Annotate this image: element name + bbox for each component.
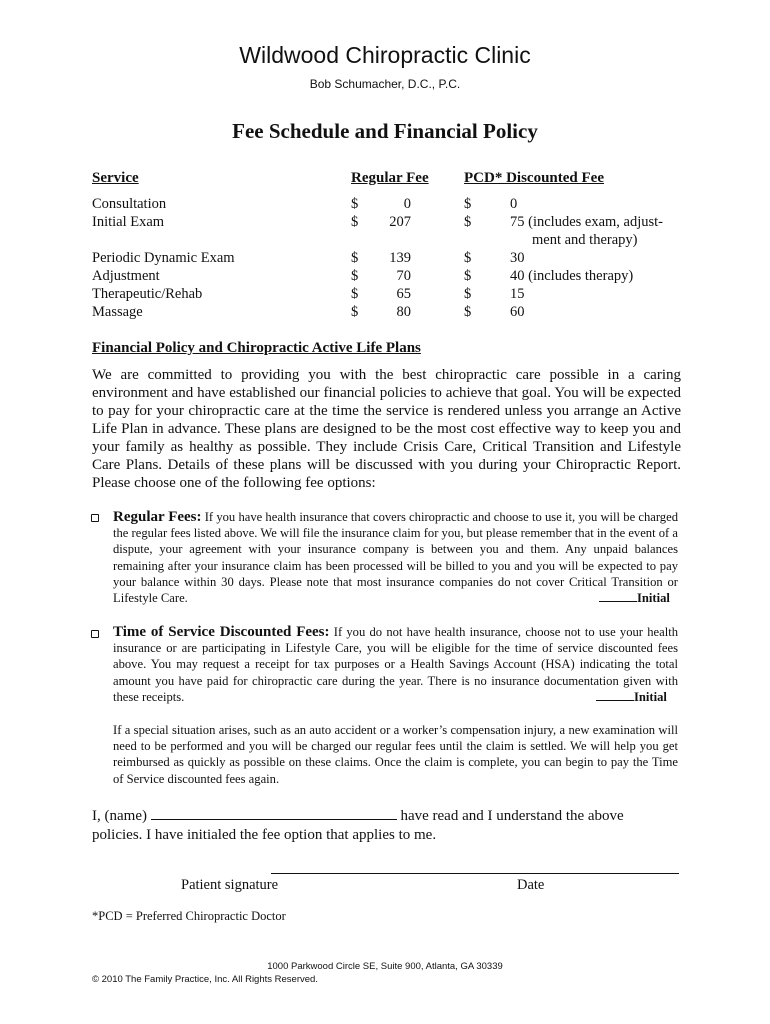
service-name: Massage [92, 304, 143, 320]
regular-fees-checkbox[interactable] [91, 514, 99, 522]
service-column-header: Service [92, 170, 139, 186]
service-name: Initial Exam [92, 214, 165, 230]
currency-symbol: $ [464, 304, 472, 320]
option-text: If you have health insurance that covers chiropractic and choose to use it, you will be charged the regular fees listed above. We will file the insurance claim for you, but please remember that in the event of a dispute, your agreement with your insurance company is between you and them. Any unpaid balances remaining after your insurance claim has been processed will be billed to you and you will be expected to pay your balance within 30 days. Please note that most insurance companies do not cover Critical Transition or Lifestyle Care. [113, 510, 678, 606]
option-title: Time of Service Discounted Fees: [113, 624, 330, 640]
currency-symbol: $ [351, 304, 359, 320]
acknowledgement [92, 806, 681, 845]
currency-symbol: $ [351, 250, 359, 266]
currency-symbol: $ [351, 268, 359, 284]
clinic-address: 1000 Parkwood Circle SE, Suite 900, Atlanta, GA 30339 [267, 961, 503, 972]
special-situation-note: If a special situation arises, such as an auto accident or a worker’s compensation injury, a new examination will need to be performed and you will be charged our regular fees until the claim is settled. We will help you get reimbursed as quickly as possible on these claims. Once the claim is complete, you can begin to pay the Time of Service discounted fees again. [113, 723, 678, 786]
discounted-fee: 0 [510, 196, 518, 212]
currency-symbol: $ [464, 214, 472, 230]
discounted-fees-checkbox[interactable] [91, 630, 99, 638]
regular-fee: 139 [389, 250, 411, 266]
option-title: Regular Fees: [113, 509, 202, 525]
discounted-fee: 60 [510, 304, 525, 320]
clinic-name: Wildwood Chiropractic Clinic [239, 42, 531, 68]
currency-symbol: $ [464, 250, 472, 266]
currency-symbol: $ [351, 286, 359, 302]
option-text: If you do not have health insurance, choose not to use your health insurance or are participating in Lifestyle Care, you will be eligible for the time of service discounted fees above. You may request a receipt for tax purposes or a Health Savings Account (HSA) indicating the total amount you have paid for chiropractic care during the year. There is no insurance documentation given with these receipts. [113, 625, 678, 704]
discounted-fee-column-header: PCD* Discounted Fee [464, 170, 604, 186]
ack-suffix: have read and I understand the above [400, 808, 624, 824]
initial-label: Initial [637, 591, 670, 605]
date-label: Date [517, 877, 545, 893]
discounted-fees-option [113, 624, 678, 705]
doctor-name: Bob Schumacher, D.C., P.C. [309, 77, 461, 91]
discounted-fee: 30 [510, 250, 525, 266]
service-name: Adjustment [92, 268, 160, 284]
initial-line[interactable] [596, 689, 634, 701]
discounted-fee: 40 (includes therapy) [510, 268, 634, 284]
currency-symbol: $ [351, 196, 359, 212]
regular-fee: 207 [389, 214, 411, 230]
regular-fee: 0 [403, 196, 411, 212]
discounted-fee-continued: ment and therapy) [532, 232, 638, 248]
copyright: © 2010 The Family Practice, Inc. All Rights Reserved. [92, 974, 318, 985]
currency-symbol: $ [351, 214, 359, 230]
ack-line2: policies. I have initialed the fee option that applies to me. [92, 827, 437, 843]
regular-fee: 70 [396, 268, 411, 284]
currency-symbol: $ [464, 196, 472, 212]
regular-fee-column-header: Regular Fee [351, 170, 429, 186]
initial-label: Initial [634, 690, 667, 704]
document-title: Fee Schedule and Financial Policy [232, 119, 538, 143]
service-name: Therapeutic/Rehab [92, 286, 203, 302]
initial-line[interactable] [599, 590, 637, 602]
patient-signature-label: Patient signature [181, 877, 279, 893]
policy-intro: We are committed to providing you with the best chiropractic care possible in a caring environment and have established our financial policies to achieve that goal. You will be expected to pay for your chiropractic care at the time the service is rendered unless you arrange an Active Life Plan in advance. These plans are designed to be the most cost effective way to keep you and your family as healthy as possible. They include Crisis Care, Critical Transition and Lifestyle Care Plans. Details of these plans will be discussed with you during your Chiropractic Report. Please choose one of the following fee options: [92, 367, 681, 491]
currency-symbol: $ [464, 286, 472, 302]
signature-line[interactable] [271, 873, 679, 874]
currency-symbol: $ [464, 268, 472, 284]
discounted-fee: 75 (includes exam, adjust- [510, 214, 664, 230]
regular-fee: 65 [396, 286, 411, 302]
service-name: Consultation [92, 196, 167, 212]
regular-fee: 80 [396, 304, 411, 320]
footnote: *PCD = Preferred Chiropractic Doctor [92, 909, 286, 923]
ack-prefix: I, (name) [92, 808, 147, 824]
regular-fees-initial[interactable] [599, 590, 670, 606]
discounted-fees-initial[interactable] [596, 689, 667, 705]
policy-heading: Financial Policy and Chiropractic Active Life Plans [92, 340, 421, 356]
name-field[interactable] [151, 806, 397, 820]
discounted-fee: 15 [510, 286, 525, 302]
service-name: Periodic Dynamic Exam [92, 250, 235, 266]
regular-fees-option [113, 509, 678, 606]
